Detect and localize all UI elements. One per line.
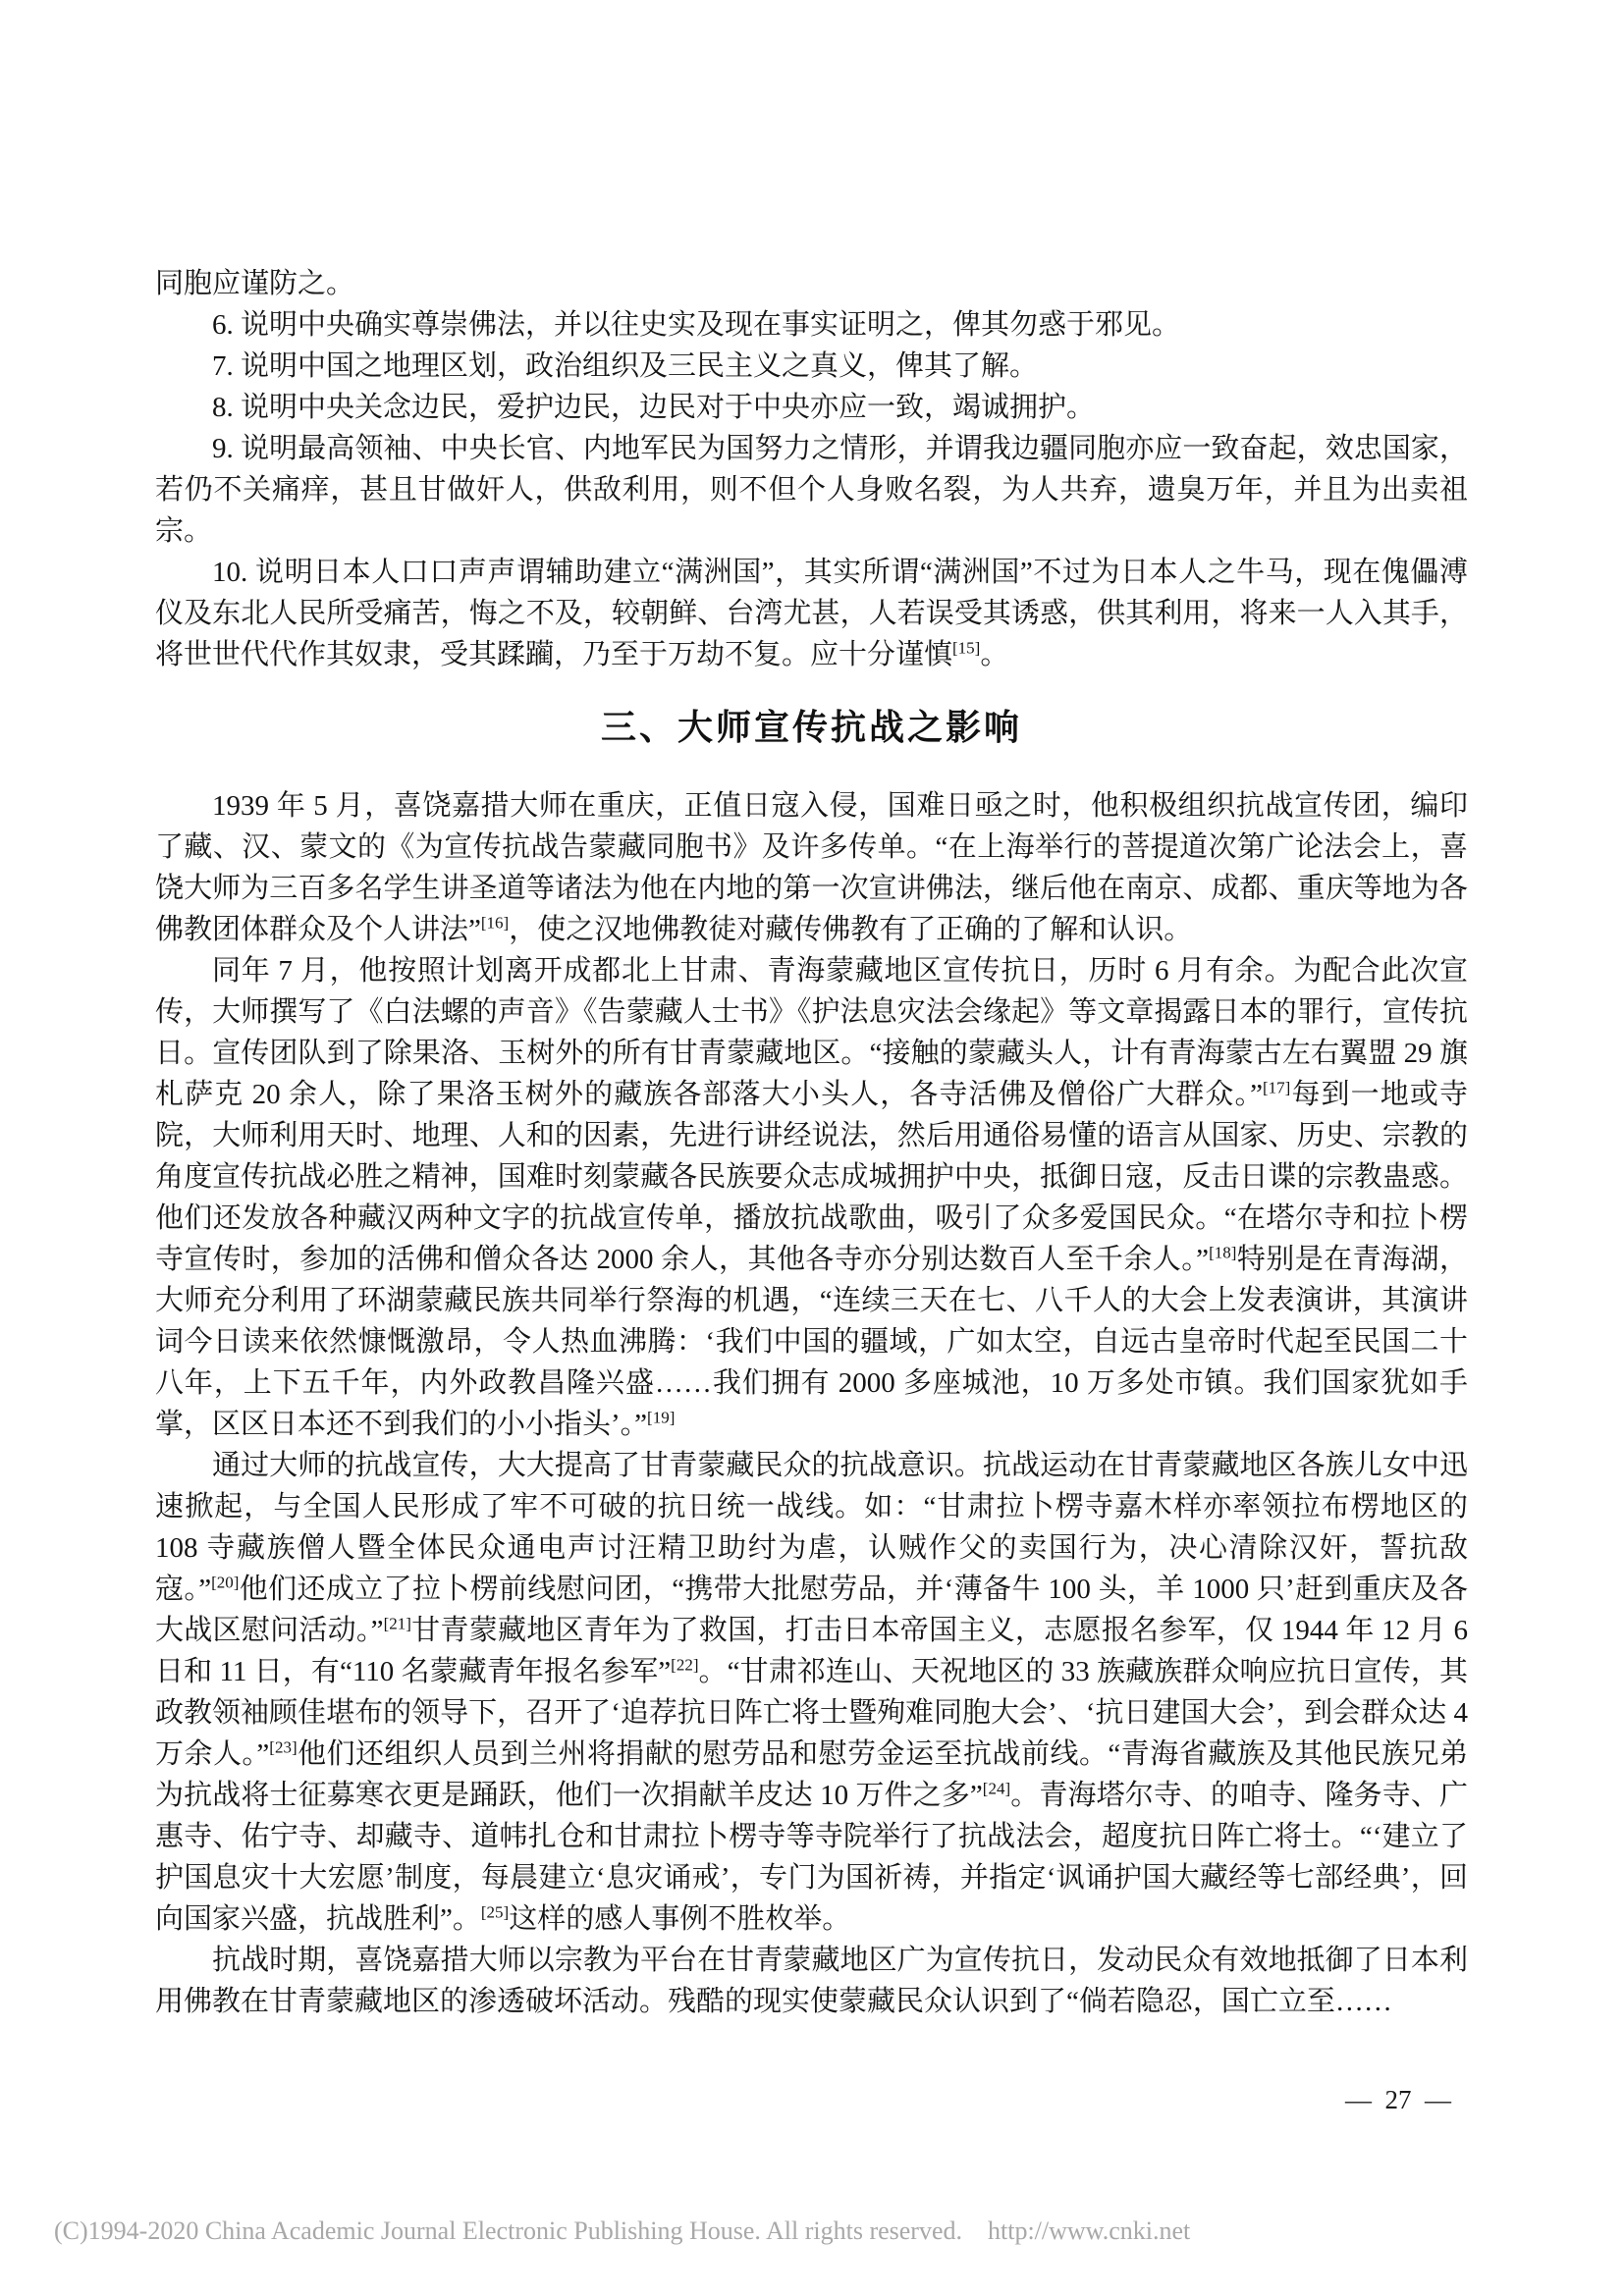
paragraph: 7. 说明中国之地理区划，政治组织及三民主义之真义，俾其了解。 bbox=[212, 350, 1039, 382]
section-text-block bbox=[155, 785, 1468, 2022]
footnote-reference: [21] bbox=[383, 1614, 411, 1633]
section-heading: 三、大师宣传抗战之影响 bbox=[600, 708, 1022, 748]
footnote-reference: [22] bbox=[671, 1655, 699, 1675]
footnote-reference: [20] bbox=[211, 1573, 240, 1592]
paragraph: 通过大师的抗战宣传，大大提高了甘青蒙藏民众的抗战意识。抗战运动在甘青蒙藏地区各族儿女中迅速掀起，与全国人民形成了牢不可破的抗日统一战线。如：“甘肃拉卜楞寺嘉木样亦率领拉布楞地区的 108 寺藏族僧人暨全体民众通电声讨汪精卫助纣为虐，认贼作父的卖国行为，决心清除汉奸，誓抗敌寇。”[20]他们还成立了拉卜楞前线慰问团，“携带大批慰劳品，并‘薄备牛 100 头，羊 1000 只’赶到重庆及各大战区慰问活动。”[21]甘青蒙藏地区青年为了救国，打击日本帝国主义，志愿报名参军，仅 1944 年 12 月 6 日和 11 日，有“110 名蒙藏青年报名参军”[22]。“甘肃祁连山、天祝地区的 33 族藏族群众响应抗日宣传，其政教领袖顾佳堪布的领导下，召开了‘追荐抗日阵亡将士暨殉难同胞大会’、‘抗日建国大会’，到会群众达 4 万余人。”[23]他们还组织人员到兰州将捐献的慰劳品和慰劳金运至抗战前线。“青海省藏族及其他民族兄弟为抗战将士征募寒衣更是踊跃，他们一次捐献羊皮达 10 万件之多”[24]。青海塔尔寺、的咱寺、隆务寺、广惠寺、佑宁寺、却藏寺、道帏扎仓和甘肃拉卜楞寺等寺院举行了抗战法会，超度抗日阵亡将士。“‘建立了护国息灾十大宏愿’制度，每晨建立‘息灾诵戒’，专门为国祈祷，并指定‘讽诵护国大藏经等七部经典’，回向国家兴盛，抗战胜利”。[25]这样的感人事例不胜枚举。 bbox=[155, 1450, 1469, 1935]
footnote-reference: [24] bbox=[982, 1779, 1011, 1798]
paragraph: 10. 说明日本人口口声声谓辅助建立“满洲国”，其实所谓“满洲国”不过为日本人之牛马，现在傀儡溥仪及东北人民所受痛苦，悔之不及，较朝鲜、台湾尤甚，人若误受其诱惑，供其利用，将来一人入其手，将世世代代作其奴隶，受其蹂躏，乃至于万劫不复。应十分谨慎[15]。 bbox=[155, 557, 1468, 670]
copyright-footer: (C)1994-2020 China Academic Journal Electronic Publishing House. All rights reserved. http://www.cnki.net bbox=[54, 2216, 1191, 2245]
paragraph: 9. 说明最高领袖、中央长官、内地军民为国努力之情形，并谓我边疆同胞亦应一致奋起，效忠国家，若仍不关痛痒，甚且甘做奸人，供敌利用，则不但个人身败名裂，为人共弃，遗臭万年，并且为出卖祖宗。 bbox=[155, 433, 1468, 547]
paragraph: 同胞应谨防之。 bbox=[155, 268, 355, 299]
paragraph: 1939 年 5 月，喜饶嘉措大师在重庆，正值日寇入侵，国难日亟之时，他积极组织抗战宣传团，编印了藏、汉、蒙文的《为宣传抗战告蒙藏同胞书》及许多传单。“在上海举行的菩提道次第广论法会上，喜饶大师为三百多名学生讲圣道等诸法为他在内地的第一次宣讲佛法，继后他在南京、成都、重庆等地为各佛教团体群众及个人讲法”[16]，使之汉地佛教徒对藏传佛教有了正确的了解和认识。 bbox=[155, 790, 1468, 945]
footnote-reference: [17] bbox=[1263, 1078, 1291, 1097]
footnote-reference: [16] bbox=[480, 913, 510, 933]
footnote-reference: [19] bbox=[647, 1408, 676, 1427]
page-number: — 27 — bbox=[1345, 2085, 1451, 2114]
paragraph: 抗战时期，喜饶嘉措大师以宗教为平台在甘青蒙藏地区广为宣传抗日，发动民众有效地抵御了日本利用佛教在甘青蒙藏地区的渗透破坏活动。残酷的现实使蒙藏民众认识到了“倘若隐忍，国亡立至…… bbox=[155, 1945, 1468, 2017]
footnote-reference: [25] bbox=[480, 1902, 510, 1922]
article-body bbox=[155, 263, 1468, 2022]
footnote-reference: [18] bbox=[1209, 1243, 1237, 1262]
paragraph: 6. 说明中央确实尊崇佛法，并以往史实及现在事实证明之，俾其勿惑于邪见。 bbox=[212, 309, 1181, 341]
footnote-reference: [15] bbox=[952, 638, 981, 658]
footnote-reference: [23] bbox=[269, 1737, 298, 1757]
pre-heading-text-block bbox=[155, 263, 1468, 675]
paragraph: 8. 说明中央关念边民，爱护边民，边民对于中央亦应一致，竭诚拥护。 bbox=[212, 392, 1096, 423]
paragraph: 同年 7 月，他按照计划离开成都北上甘肃、青海蒙藏地区宣传抗日，历时 6 月有余。为配合此次宣传，大师撰写了《白法螺的声音》《告蒙藏人士书》《护法息灾法会缘起》等文章揭露日本的罪行，宣传抗日。宣传团队到了除果洛、玉树外的所有甘青蒙藏地区。“接触的蒙藏头人，计有青海蒙古左右翼盟 29 旗札萨克 20 余人，除了果洛玉树外的藏族各部落大小头人，各寺活佛及僧俗广大群众。”[17]每到一地或寺院，大师利用天时、地理、人和的因素，先进行讲经说法，然后用通俗易懂的语言从国家、历史、宗教的角度宣传抗战必胜之精神，国难时刻蒙藏各民族要众志成城拥护中央，抵御日寇，反击日谍的宗教蛊惑。他们还发放各种藏汉两种文字的抗战宣传单，播放抗战歌曲，吸引了众多爱国民众。“在塔尔寺和拉卜楞寺宣传时，参加的活佛和僧众各达 2000 余人，其他各寺亦分别达数百人至千余人。”[18]特别是在青海湖，大师充分利用了环湖蒙藏民族共同举行祭海的机遇，“连续三天在七、八千人的大会上发表演讲，其演讲词今日读来依然慷慨激昂，令人热血沸腾：‘我们中国的疆域，广如太空，自远古皇帝时代起至民国二十八年，上下五千年，内外政教昌隆兴盛……我们拥有 2000 多座城池，10 万多处市镇。我们国家犹如手掌，区区日本还不到我们的小小指头’。”[19] bbox=[155, 955, 1468, 1440]
